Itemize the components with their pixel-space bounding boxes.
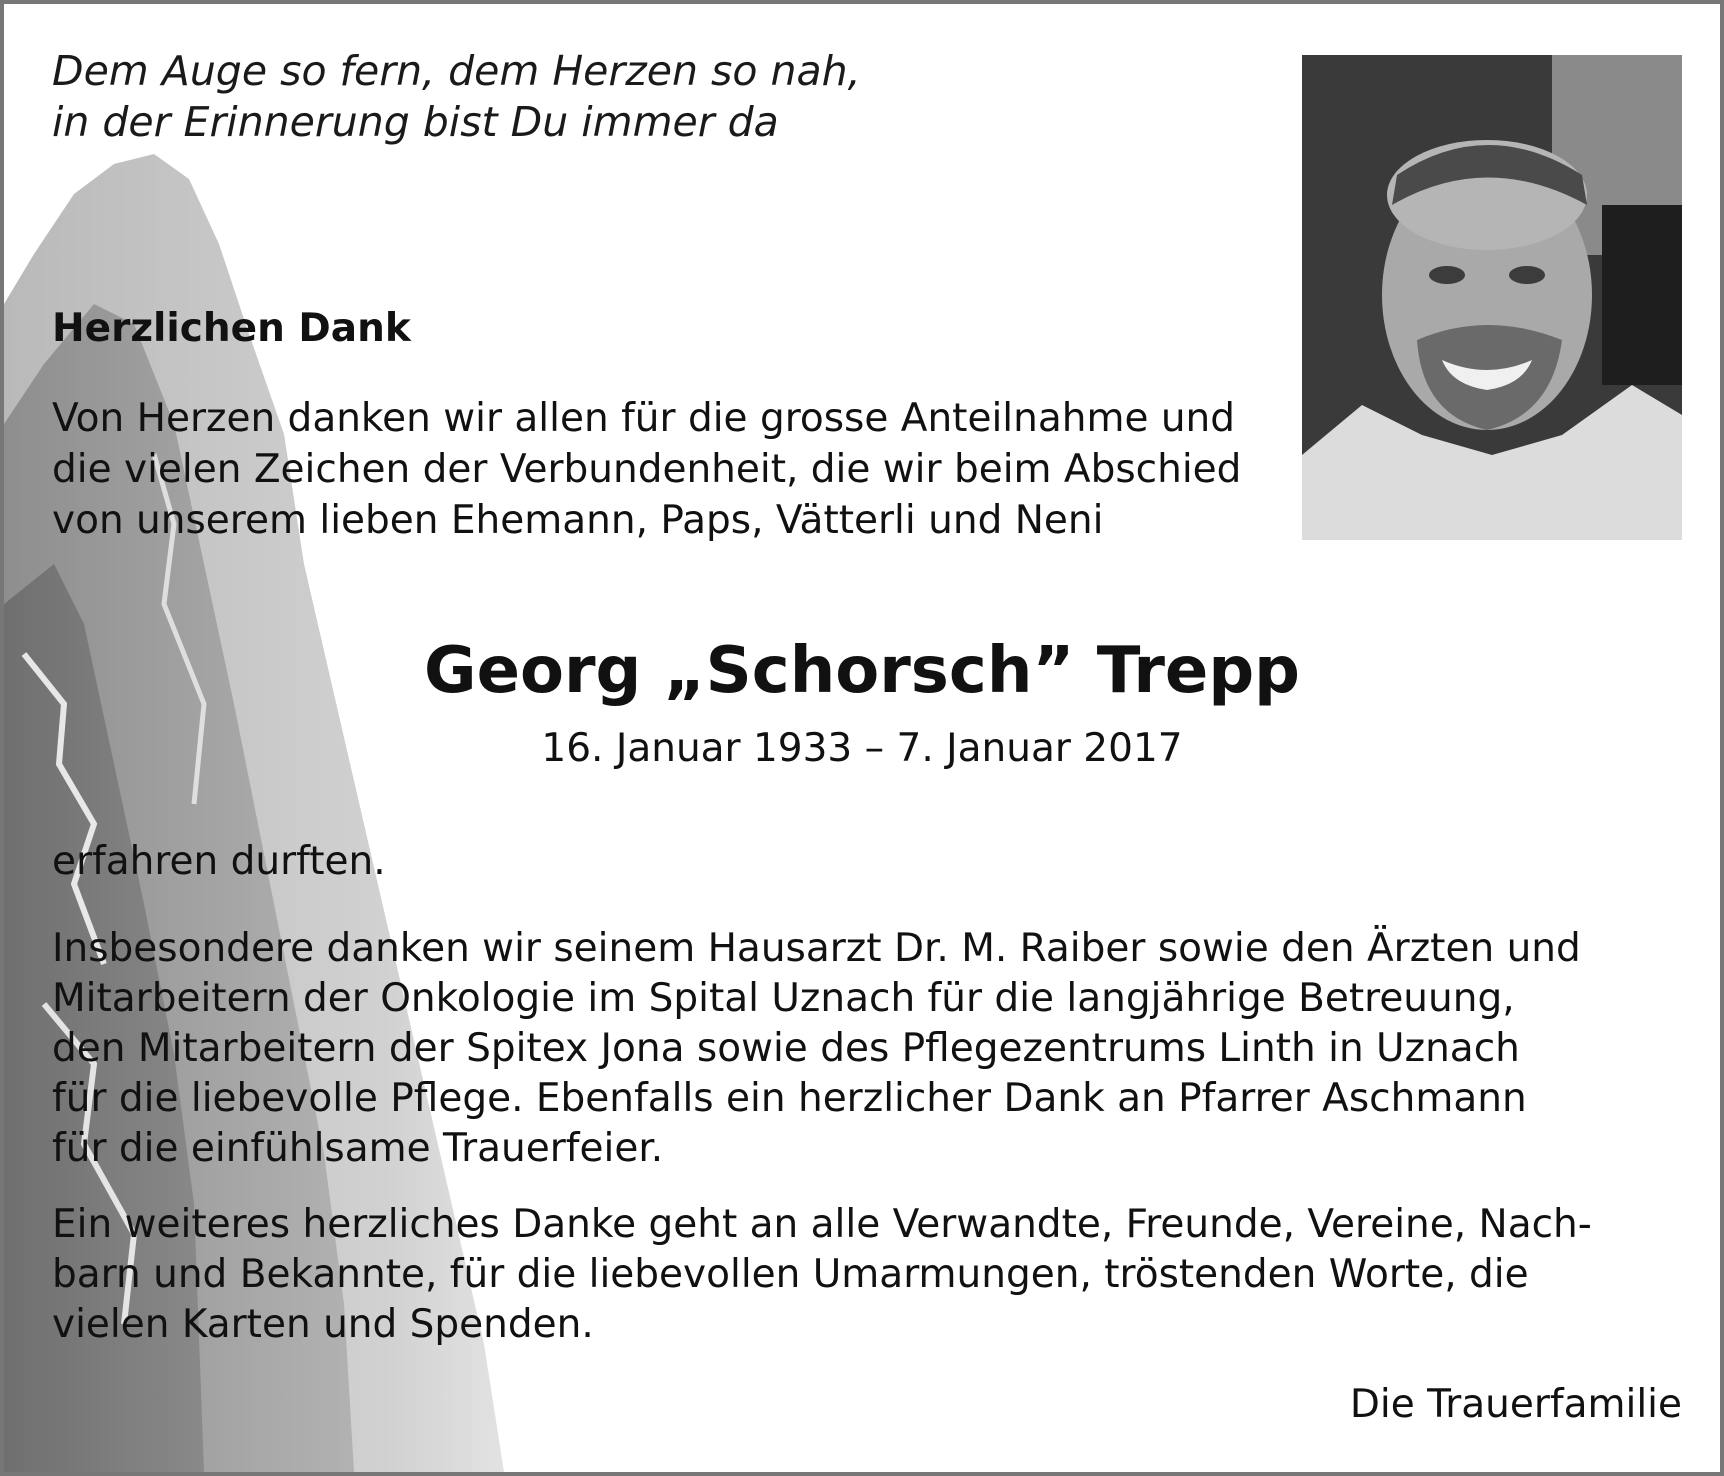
paragraph-line: für die liebevolle Pflege. Ebenfalls ein herzlicher Dank an Pfarrer Aschmann [52, 1076, 1527, 1121]
signature: Die Trauerfamilie [1349, 1382, 1682, 1427]
paragraph-line: barn und Bekannte, für die liebevollen Umarmungen, tröstenden Worte, die [52, 1252, 1529, 1297]
paragraph-general-thanks [52, 1200, 1692, 1350]
motto-line: in der Erinnerung bist Du immer da [52, 98, 779, 146]
deceased-name: Georg „Schorsch” Trepp [424, 634, 1300, 708]
portrait-photo [1302, 55, 1682, 540]
paragraph-line: für die einfühlsame Trauerfeier. [52, 1126, 664, 1171]
paragraph-line: Mitarbeitern der Onkologie im Spital Uznach für die langjährige Betreuung, [52, 976, 1515, 1021]
motto [52, 46, 861, 148]
life-dates: 16. Januar 1933 – 7. Januar 2017 [541, 726, 1183, 771]
paragraph-line: Ein weiteres herzliches Danke geht an alle Verwandte, Freunde, Vereine, Nach- [52, 1202, 1592, 1247]
motto-line: Dem Auge so fern, dem Herzen so nah, [52, 47, 861, 95]
intro-line: Von Herzen danken wir allen für die grosse Anteilnahme und [52, 396, 1236, 441]
paragraph-medical-thanks [52, 924, 1692, 1174]
heading: Herzlichen Dank [52, 306, 411, 351]
intro-line: von unserem lieben Ehemann, Paps, Vätterli und Neni [52, 498, 1104, 543]
intro-line: die vielen Zeichen der Verbundenheit, die wir beim Abschied [52, 447, 1242, 492]
paragraph-line: Insbesondere danken wir seinem Hausarzt Dr. M. Raiber sowie den Ärzten und [52, 926, 1581, 971]
paragraph-line: den Mitarbeitern der Spitex Jona sowie des Pflegezentrums Linth in Uznach [52, 1026, 1520, 1071]
paragraph-continuation: erfahren durften. [52, 839, 386, 884]
paragraph-line: vielen Karten und Spenden. [52, 1302, 594, 1347]
intro-text [52, 393, 1252, 546]
